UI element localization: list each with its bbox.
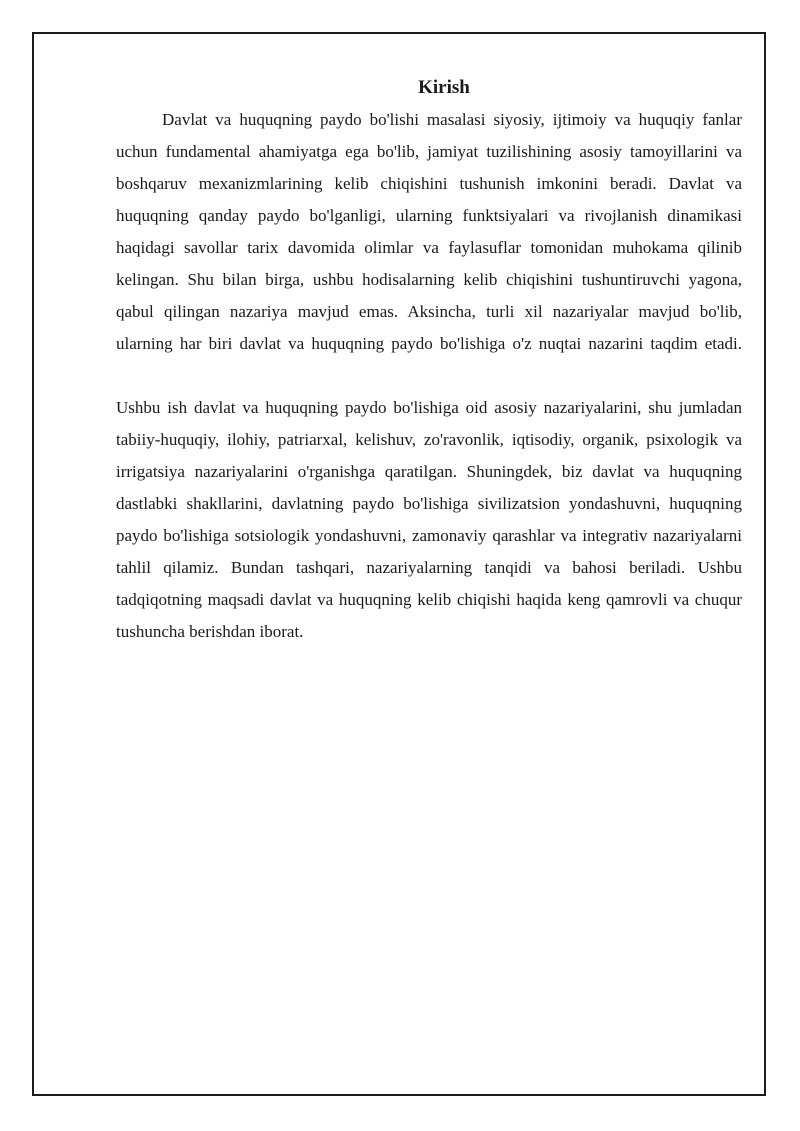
page-title: Kirish (418, 77, 470, 98)
document-body (116, 72, 742, 648)
paragraph-spacer (116, 360, 742, 392)
paragraph-introduction: Davlat va huquqning paydo bo'lishi masalasi siyosiy, ijtimoiy va huquqiy fanlar uchun fundamental ahamiyatga ega bo'lib, jamiyat tuzilishining asosiy tamoyillarini va boshqaruv mexanizmlarining kelib chiqishini tushunish imkonini beradi. Davlat va huquqning qanday paydo bo'lganligi, ularning funktsiyalari va rivojlanish dinamikasi haqidagi savollar tarix davomida olimlar va faylasuflar tomonidan muhokama qilinib kelingan. Shu bilan birga, ushbu hodisalarning kelib chiqishini tushuntiruvchi yagona, qabul qilingan nazariya mavjud emas. Aksincha, turli xil nazariyalar mavjud bo'lib, ularning har biri davlat va huquqning paydo bo'lishiga o'z nuqtai nazarini taqdim etadi. (116, 110, 742, 353)
paragraph-scope: Ushbu ish davlat va huquqning paydo bo'lishiga oid asosiy nazariyalarini, shu jumladan tabiiy-huquqiy, ilohiy, patriarxal, kelishuv, zo'ravonlik, iqtisodiy, organik, psixologik va irrigatsiya nazariyalarini o'rganishga qaratilgan. Shuningdek, biz davlat va huquqning dastlabki shakllarini, davlatning paydo bo'lishiga sivilizatsion yondashuvni, huquqning paydo bo'lishiga sotsiologik yondashuvni, zamonaviy qarashlar va integrativ nazariyalarni tahlil qilamiz. Bundan tashqari, nazariyalarning tanqidi va bahosi beriladi. Ushbu tadqiqotning maqsadi davlat va huquqning kelib chiqishi haqida keng qamrovli va chuqur tushuncha berishdan iborat. (116, 398, 742, 641)
